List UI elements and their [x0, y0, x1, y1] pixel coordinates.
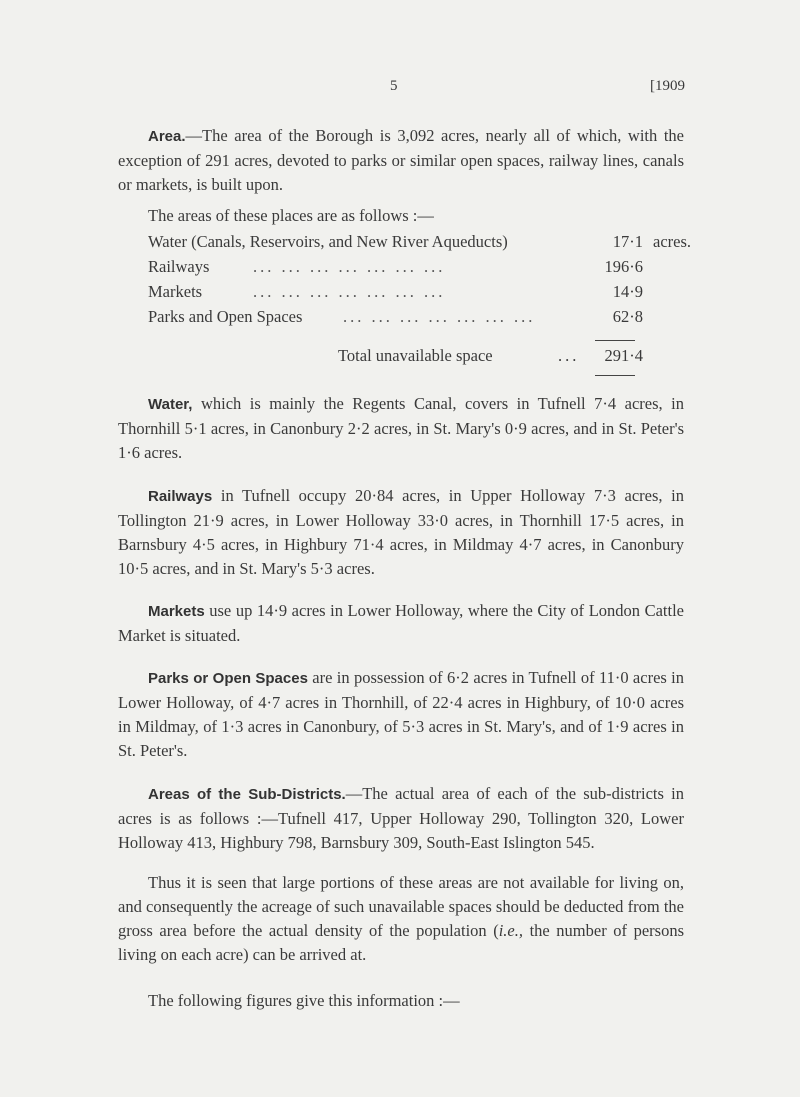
conclusion-text-after: the number of persons living on each acre) can be arrived at. [118, 921, 684, 964]
row-value: 14·9 [612, 282, 643, 301]
area-text: —The area of the Borough is 3,092 acres, nearly all of which, with the exception of 291 acres, devoted to parks or similar open spaces, railway lines, canals or markets, is built upon. [118, 126, 684, 194]
railways-paragraph [118, 484, 684, 581]
subdistricts-heading: Areas of the Sub-Districts. [148, 786, 346, 803]
leader-dots: ... ... ... ... ... ... ... [253, 257, 446, 276]
table-row [148, 232, 708, 256]
water-heading: Water, [148, 396, 193, 413]
water-text: which is mainly the Regents Canal, covers in Tufnell 7·4 acres, in Thornhill 5·1 acres, in Canonbury 2·2 acres, in St. Mary's 0·9 acres, and in St. Peter's 1·6 acres. [118, 394, 684, 462]
markets-paragraph [118, 599, 684, 648]
railways-heading: Railways [148, 488, 213, 505]
sum-rule [595, 340, 635, 341]
row-label: Water (Canals, Reservoirs, and New River Aqueducts) [148, 232, 508, 251]
leader-dots: ... ... ... ... ... ... ... [343, 307, 536, 326]
row-value: 62·8 [612, 307, 643, 326]
parks-paragraph [118, 666, 684, 763]
row-value: 196·6 [604, 257, 643, 276]
areas-intro: The areas of these places are as follows :— [148, 206, 434, 225]
row-label: Markets [148, 282, 203, 301]
area-paragraph [118, 124, 684, 197]
parks-text: are in possession of 6·2 acres in Tufnell of 11·0 acres in Lower Holloway, of 4·7 acres in Thornhill, of 22·4 acres in Highbury, of 10·0 acres in Mildmay, of 1·3 acres in Canonbury, of 5·3 acres in St. Mary's, and of 1·9 acres in St. Peter's. [118, 668, 685, 760]
row-value: 17·1 [612, 232, 643, 251]
table-row [148, 307, 708, 331]
subdistricts-text: —The actual area of each of the sub-districts in acres is as follows :—Tufnell 417, Upper Holloway 290, Tollington 320, Lower Holloway 413, Highbury 798, Barnsbury 309, South-East Islington 545. [118, 784, 684, 852]
following-line: The following figures give this information :— [148, 991, 460, 1010]
row-label: Railways [148, 257, 210, 276]
subdistricts-paragraph [118, 782, 684, 855]
total-row [148, 346, 708, 370]
total-value: 291·4 [604, 346, 643, 365]
total-rule [595, 375, 635, 376]
leader-dots: ... ... ... ... ... ... ... [253, 282, 446, 301]
markets-heading: Markets [148, 603, 205, 620]
year-label: [1909 [650, 78, 685, 94]
total-label: Total unavailable space [338, 346, 493, 365]
area-heading: Area. [148, 128, 186, 145]
table-row [148, 282, 708, 306]
conclusion-text-before: Thus it is seen that large portions of these areas are not available for living on, and consequently the acreage of such unavailable spaces should be deducted from the gross area before the actual density of the population ( [118, 873, 684, 940]
water-paragraph [118, 392, 684, 465]
parks-heading: Parks or Open Spaces [148, 670, 308, 687]
row-label: Parks and Open Spaces [148, 307, 303, 326]
markets-text: use up 14·9 acres in Lower Holloway, where the City of London Cattle Market is situated. [118, 601, 684, 645]
conclusion-italic: i.e., [498, 921, 524, 940]
total-leader: ... [558, 346, 580, 365]
row-unit: acres. [653, 232, 692, 251]
conclusion-paragraph [118, 871, 684, 967]
table-row [148, 257, 708, 281]
railways-text: in Tufnell occupy 20·84 acres, in Upper Holloway 7·3 acres, in Tollington 21·9 acres, in Lower Holloway 33·0 acres, in Thornhill 17·5 acres, in Barnsbury 4·5 acres, in Highbury 71·4 acres, in Mildmay 4·7 acres, in Canonbury 10·5 acres, and in St. Mary's 5·3 acres. [118, 486, 684, 578]
page-number: 5 [390, 78, 398, 94]
